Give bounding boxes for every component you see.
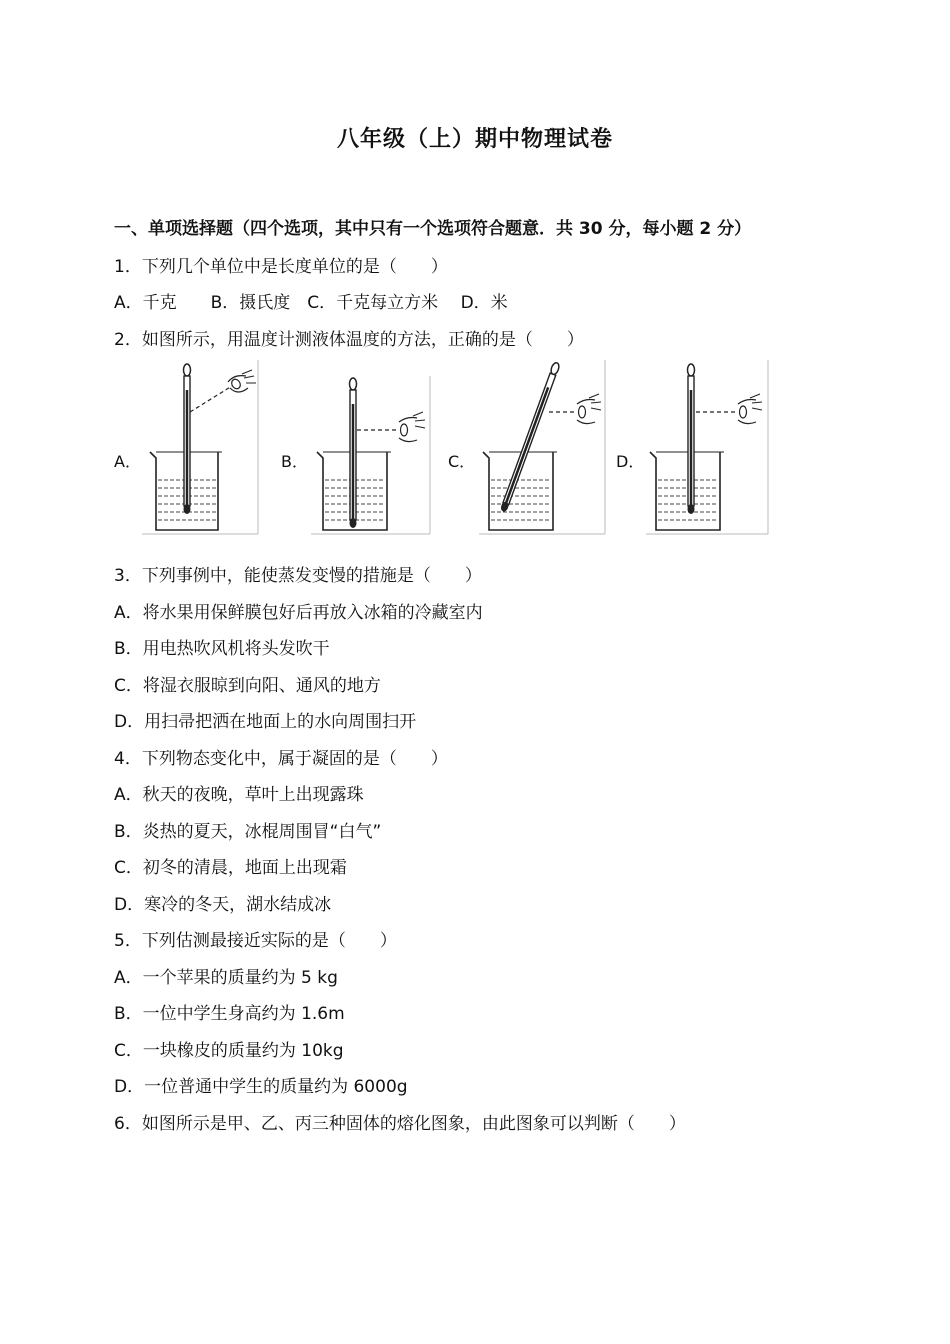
figure-a xyxy=(142,360,260,536)
eye-icon xyxy=(228,370,256,392)
q5-option-a: A．一个苹果的质量约为 5 kg xyxy=(114,968,338,988)
figure-c xyxy=(479,360,607,536)
q1-stem: 1．下列几个单位中是长度单位的是（ ） xyxy=(114,257,448,277)
q1-options: A．千克 B．摄氏度 C．千克每立方米 D．米 xyxy=(114,293,508,313)
figure-d xyxy=(646,360,770,536)
figure-b xyxy=(311,360,431,536)
q4-option-a: A．秋天的夜晚，草叶上出现露珠 xyxy=(114,785,364,805)
q2-label-b: B． xyxy=(281,452,308,471)
q5-stem: 5．下列估测最接近实际的是（ ） xyxy=(114,931,397,951)
page-title: 八年级（上）期中物理试卷 xyxy=(336,127,613,152)
q4-option-b: B．炎热的夏天，冰棍周围冒“白气” xyxy=(114,822,382,842)
q3-stem: 3．下列事例中，能使蒸发变慢的措施是（ ） xyxy=(114,566,482,586)
q2-label-c: C． xyxy=(448,452,476,471)
q5-option-c: C．一块橡皮的质量约为 10kg xyxy=(114,1041,344,1061)
q2-stem: 2．如图所示，用温度计测液体温度的方法，正确的是（ ） xyxy=(114,330,584,350)
beaker xyxy=(650,452,724,530)
eye-icon xyxy=(399,412,425,442)
q3-option-b: B．用电热吹风机将头发吹干 xyxy=(114,639,330,659)
q4-stem: 4．下列物态变化中，属于凝固的是（ ） xyxy=(114,749,448,769)
thermometer xyxy=(688,364,695,514)
q4-option-c: C．初冬的清晨，地面上出现霜 xyxy=(114,858,347,878)
eye-icon xyxy=(738,394,762,424)
q6-stem: 6．如图所示是甲、乙、丙三种固体的熔化图象，由此图象可以判断（ ） xyxy=(114,1114,686,1134)
thermometer xyxy=(500,362,561,513)
q3-option-d: D．用扫帚把洒在地面上的水向周围扫开 xyxy=(114,712,417,732)
q5-option-d: D．一位普通中学生的质量约为 6000g xyxy=(114,1077,408,1097)
q4-option-d: D．寒冷的冬天，湖水结成冰 xyxy=(114,895,332,915)
q3-option-a: A．将水果用保鲜膜包好后再放入冰箱的冷藏室内 xyxy=(114,603,483,623)
q3-option-c: C．将湿衣服晾到向阳、通风的地方 xyxy=(114,676,381,696)
thermometer xyxy=(184,364,191,514)
q2-label-a: A． xyxy=(114,452,141,471)
section-heading: 一、单项选择题（四个选项，其中只有一个选项符合题意．共 30 分，每小题 2 分） xyxy=(114,219,752,239)
q5-option-b: B．一位中学生身高约为 1.6m xyxy=(114,1004,345,1024)
q2-label-d: D． xyxy=(616,452,645,471)
thermometer xyxy=(350,378,357,528)
eye-icon xyxy=(577,394,601,424)
